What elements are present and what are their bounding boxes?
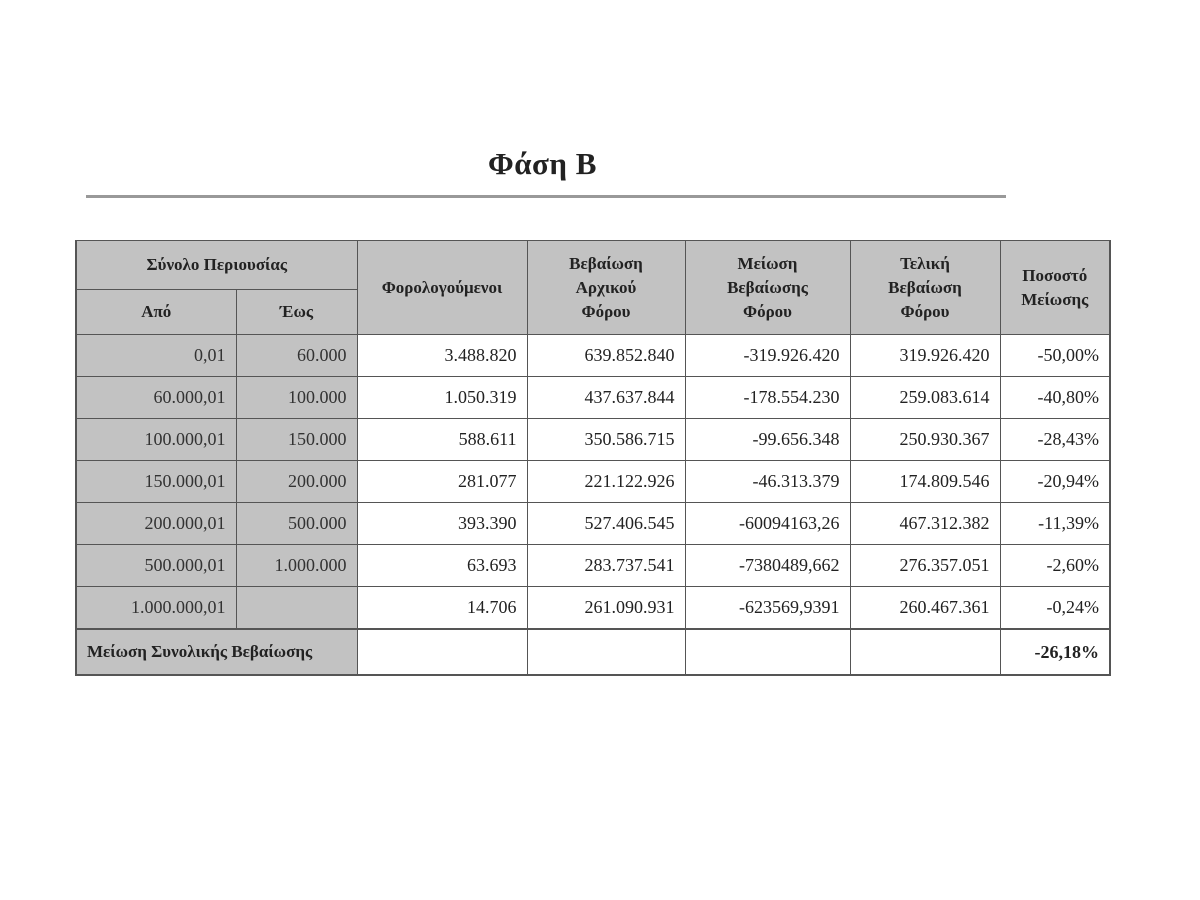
total-empty-cell xyxy=(850,629,1000,675)
cell-from: 150.000,01 xyxy=(76,461,236,503)
cell-initial-tax: 283.737.541 xyxy=(527,545,685,587)
cell-to: 150.000 xyxy=(236,419,357,461)
header-final-tax xyxy=(850,241,1000,335)
header-final-tax-line-1: Τελική xyxy=(900,253,950,273)
cell-reduction: -623569,9391 xyxy=(685,587,850,630)
cell-reduction: -7380489,662 xyxy=(685,545,850,587)
cell-initial-tax: 261.090.931 xyxy=(527,587,685,630)
total-empty-cell xyxy=(527,629,685,675)
cell-reduction: -319.926.420 xyxy=(685,335,850,377)
cell-reduction: -46.313.379 xyxy=(685,461,850,503)
cell-taxpayers: 281.077 xyxy=(357,461,527,503)
cell-final-tax: 260.467.361 xyxy=(850,587,1000,630)
cell-initial-tax: 527.406.545 xyxy=(527,503,685,545)
cell-final-tax: 259.083.614 xyxy=(850,377,1000,419)
header-reduction-line-3: Φόρου xyxy=(742,301,793,321)
cell-final-tax: 276.357.051 xyxy=(850,545,1000,587)
header-percent xyxy=(1000,241,1110,335)
cell-taxpayers: 3.488.820 xyxy=(357,335,527,377)
cell-final-tax: 250.930.367 xyxy=(850,419,1000,461)
cell-taxpayers: 63.693 xyxy=(357,545,527,587)
cell-percent: -40,80% xyxy=(1000,377,1110,419)
cell-to: 500.000 xyxy=(236,503,357,545)
cell-initial-tax: 350.586.715 xyxy=(527,419,685,461)
cell-to: 200.000 xyxy=(236,461,357,503)
cell-from: 60.000,01 xyxy=(76,377,236,419)
cell-to: 60.000 xyxy=(236,335,357,377)
cell-from: 200.000,01 xyxy=(76,503,236,545)
cell-reduction: -178.554.230 xyxy=(685,377,850,419)
cell-initial-tax: 437.637.844 xyxy=(527,377,685,419)
cell-percent: -28,43% xyxy=(1000,419,1110,461)
page-title: Φάση Β xyxy=(488,146,597,181)
header-to: Έως xyxy=(236,290,357,335)
cell-percent: -2,60% xyxy=(1000,545,1110,587)
cell-percent: -20,94% xyxy=(1000,461,1110,503)
cell-taxpayers: 393.390 xyxy=(357,503,527,545)
cell-taxpayers: 588.611 xyxy=(357,419,527,461)
cell-taxpayers: 14.706 xyxy=(357,587,527,630)
table-row xyxy=(76,545,1110,587)
cell-from: 0,01 xyxy=(76,335,236,377)
tax-reduction-table xyxy=(75,240,1111,676)
header-final-tax-line-3: Φόρου xyxy=(900,301,950,321)
header-final-tax-line-2: Βεβαίωση xyxy=(888,277,962,297)
header-taxpayers: Φορολογούμενοι xyxy=(357,241,527,335)
cell-taxpayers: 1.050.319 xyxy=(357,377,527,419)
cell-percent: -50,00% xyxy=(1000,335,1110,377)
cell-from: 1.000.000,01 xyxy=(76,587,236,630)
cell-percent: -0,24% xyxy=(1000,587,1110,630)
cell-to xyxy=(236,587,357,630)
cell-from: 500.000,01 xyxy=(76,545,236,587)
table-row xyxy=(76,503,1110,545)
cell-to: 100.000 xyxy=(236,377,357,419)
title-divider xyxy=(86,195,1006,198)
cell-initial-tax: 639.852.840 xyxy=(527,335,685,377)
cell-initial-tax: 221.122.926 xyxy=(527,461,685,503)
header-reduction xyxy=(685,241,850,335)
header-percent-line-1: Ποσοστό xyxy=(1022,265,1088,285)
header-initial-tax-line-3: Φόρου xyxy=(581,301,631,321)
cell-final-tax: 319.926.420 xyxy=(850,335,1000,377)
header-percent-line-2: Μείωσης xyxy=(1021,289,1089,309)
header-reduction-line-2: Βεβαίωσης xyxy=(727,277,808,297)
table-row xyxy=(76,587,1110,630)
cell-percent: -11,39% xyxy=(1000,503,1110,545)
cell-final-tax: 467.312.382 xyxy=(850,503,1000,545)
total-percent: -26,18% xyxy=(1000,629,1110,675)
cell-final-tax: 174.809.546 xyxy=(850,461,1000,503)
total-row xyxy=(76,629,1110,675)
header-reduction-line-1: Μείωση xyxy=(737,253,798,273)
table-row xyxy=(76,377,1110,419)
total-empty-cell xyxy=(685,629,850,675)
table-row xyxy=(76,461,1110,503)
cell-from: 100.000,01 xyxy=(76,419,236,461)
table-row xyxy=(76,335,1110,377)
header-total-assets: Σύνολο Περιουσίας xyxy=(76,241,357,290)
cell-reduction: -60094163,26 xyxy=(685,503,850,545)
header-initial-tax xyxy=(527,241,685,335)
header-initial-tax-line-1: Βεβαίωση xyxy=(569,253,643,273)
header-initial-tax-line-2: Αρχικού xyxy=(575,277,637,297)
cell-reduction: -99.656.348 xyxy=(685,419,850,461)
header-from: Από xyxy=(76,290,236,335)
total-label: Μείωση Συνολικής Βεβαίωσης xyxy=(76,629,357,675)
total-empty-cell xyxy=(357,629,527,675)
table-row xyxy=(76,419,1110,461)
cell-to: 1.000.000 xyxy=(236,545,357,587)
